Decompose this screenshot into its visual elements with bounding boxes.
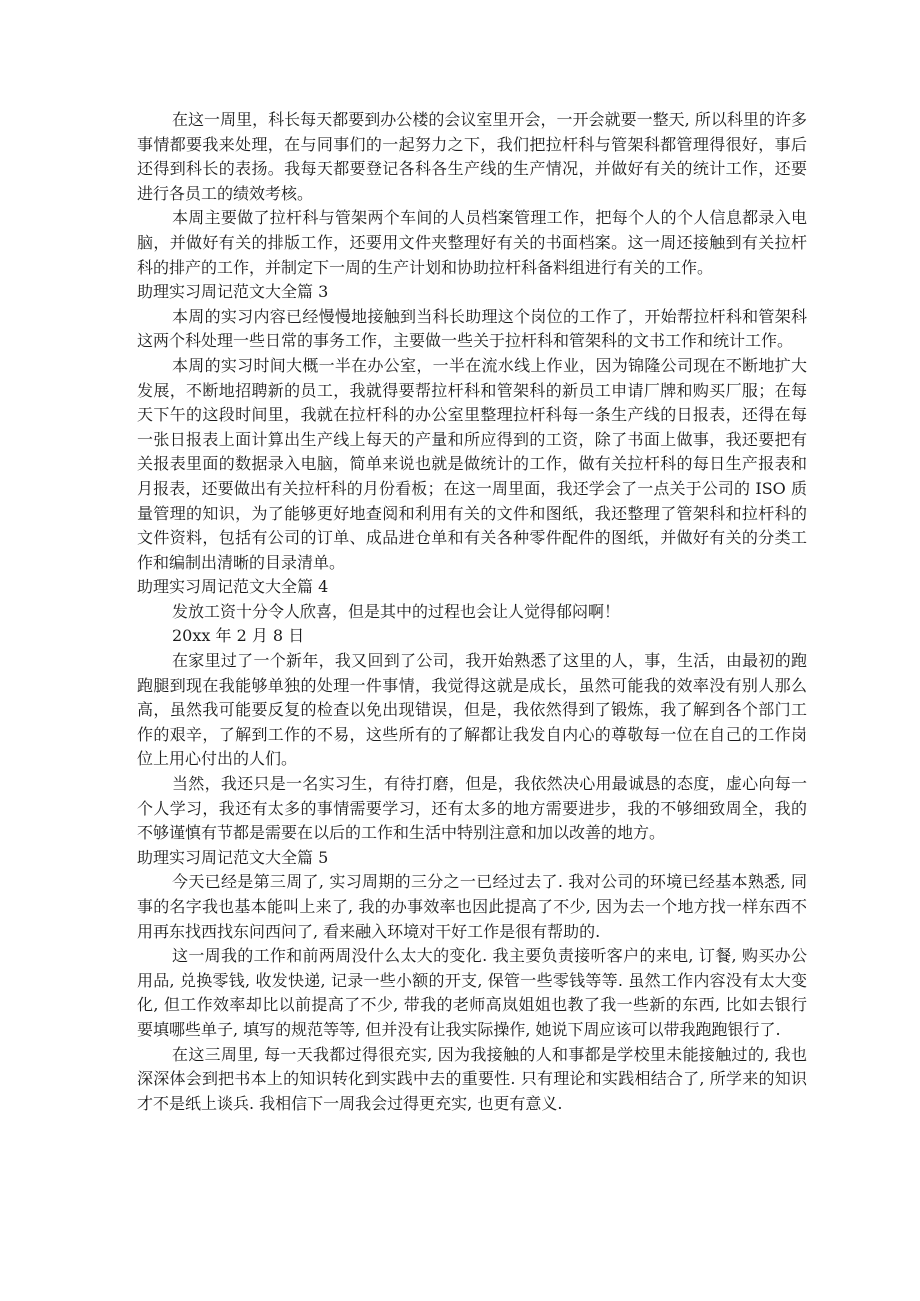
paragraph: 当然，我还只是一名实习生，有待打磨，但是，我依然决心用最诚恳的态度，虚心向每一个人学习，我还有太多的事情需要学习，还有太多的地方需要进步，我的不够细致周全，我的不够谨慎有节都是需要在以后的工作和生活中特别注意和加以改善的地方。 — [137, 774, 807, 843]
entry-date: 20xx 年 2 月 8 日 — [172, 626, 305, 646]
paragraph: 本周的实习内容已经慢慢地接触到当科长助理这个岗位的工作了，开始帮拉杆科和管架科这两个科处理一些日常的事务工作，主要做一些关于拉杆科和管架科的文书工作和统计工作。 — [137, 306, 807, 351]
paragraph: 在家里过了一个新年，我又回到了公司，我开始熟悉了这里的人，事，生活，由最初的跑跑腿到现在我能够单独的处理一件事情，我觉得这就是成长，虽然可能我的效率没有别人那么高，虽然我可能要反复的检查以免出现错误，但是，我依然得到了锻炼，我了解到各个部门工作的艰辛，了解到工作的不易，这些所有的了解都让我发自内心的尊敬每一位在自己的工作岗位上用心付出的人们。 — [137, 651, 807, 769]
section-heading: 助理实习周记范文大全篇 4 — [137, 577, 329, 597]
paragraph: 本周主要做了拉杆科与管架两个车间的人员档案管理工作，把每个人的个人信息都录入电脑，并做好有关的排版工作，还要用文件夹整理好有关的书面档案。这一周还接触到有关拉杆科的排产的工作，并制定下一周的生产计划和协助拉杆科备料组进行有关的工作。 — [137, 208, 807, 277]
paragraph: 在这一周里，科长每天都要到办公楼的会议室里开会，一开会就要一整天, 所以科里的许多事情都要我来处理，在与同事们的一起努力之下，我们把拉杆科与管架科都管理得很好，事后还得到科长的表扬。我每天都要登记各科各生产线的生产情况，并做好有关的统计工作，还要进行各员工的绩效考核。 — [137, 110, 807, 203]
document-body — [137, 108, 807, 1116]
paragraph: 本周的实习时间大概一半在办公室，一半在流水线上作业，因为锦隆公司现在不断地扩大发展，不断地招聘新的员工，我就得要帮拉杆科和管架科的新员工申请厂牌和购买厂服；在每天下午的这段时间里，我就在拉杆科的办公室里整理拉杆科每一条生产线的日报表，还得在每一张日报表上面计算出生产线上每天的产量和所应得到的工资，除了书面上做事，我还要把有关报表里面的数据录入电脑，简单来说也就是做统计的工作，做有关拉杆科的每日生产报表和月报表，还要做出有关拉杆科的月份看板；在这一周里面，我还学会了一点关于公司的 ISO 质量管理的知识，为了能够更好地查阅和利用有关的文件和图纸，我还整理了管架科和拉杆科的文件资料，包括有公司的订单、成品进仓单和有关各种零件配件的图纸，并做好有关的分类工作和编制出清晰的目录清单。 — [137, 355, 807, 572]
paragraph: 这一周我的工作和前两周没什么太大的变化. 我主要负责接听客户的来电, 订餐, 购买办公用品, 兑换零钱, 收发快递, 记录一些小额的开支, 保管一些零钱等等. 虽然工作内容没有太大变化, 但工作效率却比以前提高了不少, 带我的老师高岚姐姐也教了我一些新的东西, 比如去银行要填哪些单子, 填写的规范等等, 但并没有让我实际操作, 她说下周应该可以带我跑跑银行了. — [137, 946, 807, 1039]
section-heading: 助理实习周记范文大全篇 5 — [137, 847, 329, 867]
paragraph: 今天已经是第三周了, 实习周期的三分之一已经过去了. 我对公司的环境已经基本熟悉, 同事的名字我也基本能叫上来了, 我的办事效率也因此提高了不少, 因为去一个地方找一样东西不用再东找西找东问西问了, 看来融入环境对干好工作是很有帮助的. — [137, 872, 807, 941]
paragraph: 发放工资十分令人欣喜，但是其中的过程也会让人觉得郁闷啊！ — [172, 601, 621, 621]
section-heading: 助理实习周记范文大全篇 3 — [137, 282, 329, 302]
paragraph: 在这三周里, 每一天我都过得很充实, 因为我接触的人和事都是学校里未能接触过的, 我也深深体会到把书本上的知识转化到实践中去的重要性. 只有理论和实践相结合了, 所学来的知识才不是纸上谈兵. 我相信下一周我会过得更充实, 也更有意义. — [137, 1044, 807, 1113]
